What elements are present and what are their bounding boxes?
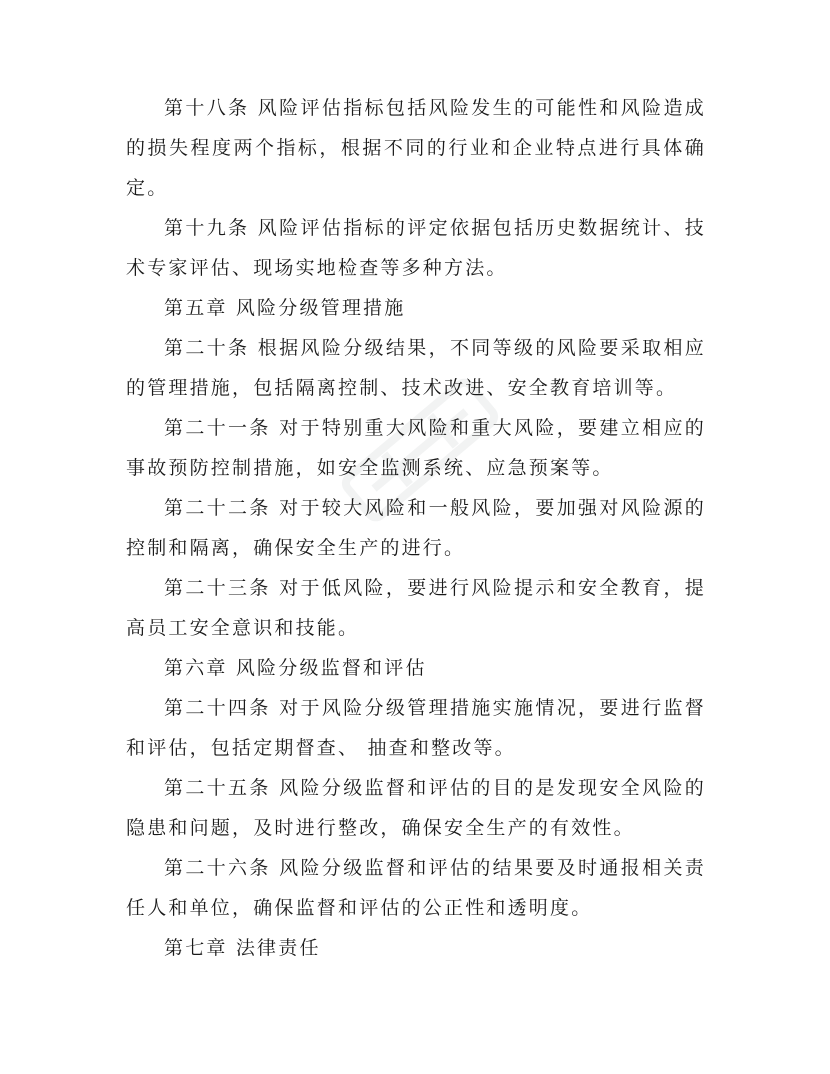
chapter-heading: 第七章 法律责任	[164, 937, 321, 959]
paragraph: 第二十二条 对于较大风险和一般风险，要加强对风险源的控制和隔离，确保安全生产的进行。	[126, 497, 706, 559]
document-body	[126, 88, 706, 968]
paragraph: 第二十三条 对于低风险，要进行风险提示和安全教育，提高员工安全意识和技能。	[126, 577, 706, 639]
paragraph: 第二十四条 对于风险分级管理措施实施情况，要进行监督和评估，包括定期督查、 抽查和整改等。	[126, 697, 706, 759]
chapter-heading: 第五章 风险分级管理措施	[164, 297, 406, 319]
paragraph: 第二十六条 风险分级监督和评估的结果要及时通报相关责任人和单位，确保监督和评估的公正性和透明度。	[126, 857, 706, 919]
chapter-heading: 第六章 风险分级监督和评估	[164, 657, 427, 679]
paragraph: 第二十一条 对于特别重大风险和重大风险，要建立相应的事故预防控制措施，如安全监测系统、应急预案等。	[126, 417, 706, 479]
paragraph: 第二十五条 风险分级监督和评估的目的是发现安全风险的隐患和问题，及时进行整改，确保安全生产的有效性。	[126, 777, 706, 839]
paragraph: 第十九条 风险评估指标的评定依据包括历史数据统计、技术专家评估、现场实地检查等多种方法。	[126, 217, 706, 279]
paragraph: 第二十条 根据风险分级结果，不同等级的风险要采取相应的管理措施，包括隔离控制、技术改进、安全教育培训等。	[126, 337, 706, 399]
paragraph: 第十八条 风险评估指标包括风险发生的可能性和风险造成的损失程度两个指标，根据不同的行业和企业特点进行具体确定。	[126, 97, 706, 199]
